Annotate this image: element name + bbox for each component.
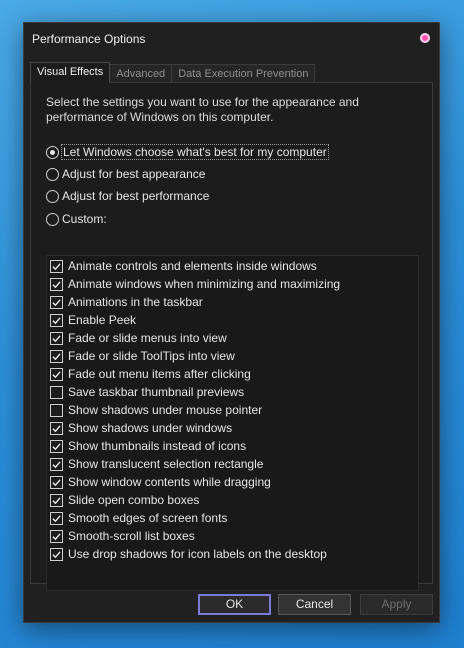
radio-label: Adjust for best performance: [62, 189, 210, 203]
checkbox-checked[interactable]: [50, 332, 63, 345]
close-icon[interactable]: [420, 33, 430, 43]
radio-label: Let Windows choose what's best for my computer: [63, 145, 327, 159]
checkmark-icon: [52, 478, 61, 487]
tab-visual-effects[interactable]: Visual Effects: [30, 62, 110, 83]
option-item[interactable]: [50, 293, 203, 311]
option-item[interactable]: [50, 275, 340, 293]
checkmark-icon: [52, 496, 61, 505]
checkmark-icon: [52, 532, 61, 541]
radio-label: Custom:: [62, 212, 107, 226]
radio-best-appearance[interactable]: [46, 165, 205, 183]
checkmark-icon: [52, 298, 61, 307]
checkbox-checked[interactable]: [50, 260, 63, 273]
cancel-button[interactable]: Cancel: [278, 594, 351, 615]
checkmark-icon: [52, 316, 61, 325]
checkbox-checked[interactable]: [50, 476, 63, 489]
radio-button[interactable]: [46, 213, 59, 226]
checkmark-icon: [52, 280, 61, 289]
radio-button[interactable]: [46, 168, 59, 181]
option-item[interactable]: [50, 257, 317, 275]
option-item[interactable]: [50, 491, 199, 509]
option-label: Smooth-scroll list boxes: [68, 529, 195, 543]
radio-label: Adjust for best appearance: [62, 167, 206, 181]
option-label: Show translucent selection rectangle: [68, 457, 264, 471]
option-item[interactable]: [50, 437, 246, 455]
radio-button[interactable]: [46, 146, 59, 159]
radio-best-performance[interactable]: [46, 187, 209, 205]
radio-button[interactable]: [46, 190, 59, 203]
option-item[interactable]: [50, 347, 235, 365]
option-label: Animations in the taskbar: [68, 295, 203, 309]
checkmark-icon: [52, 262, 61, 271]
ok-button[interactable]: OK: [198, 594, 271, 615]
checkbox-checked[interactable]: [50, 494, 63, 507]
tab-advanced[interactable]: Advanced: [109, 64, 172, 83]
checkmark-icon: [52, 514, 61, 523]
option-item[interactable]: [50, 311, 136, 329]
option-label: Show window contents while dragging: [68, 475, 271, 489]
description-text: Select the settings you want to use for the appearance and performance of Windows on this computer.: [46, 95, 359, 124]
option-label: Show shadows under mouse pointer: [68, 403, 263, 417]
visual-effects-panel: [30, 82, 433, 584]
checkbox-checked[interactable]: [50, 296, 63, 309]
checkmark-icon: [52, 334, 61, 343]
checkmark-icon: [52, 460, 61, 469]
title-bar[interactable]: [24, 23, 439, 55]
radio-let-windows-choose[interactable]: [46, 143, 328, 161]
option-label: Smooth edges of screen fonts: [68, 511, 228, 525]
tab-strip: [30, 63, 314, 83]
checkbox-checked[interactable]: [50, 368, 63, 381]
option-item[interactable]: [50, 545, 327, 563]
option-label: Animate windows when minimizing and maximizing: [68, 277, 341, 291]
checkmark-icon: [52, 370, 61, 379]
option-label: Fade or slide ToolTips into view: [68, 349, 235, 363]
checkbox-checked[interactable]: [50, 440, 63, 453]
window-title: Performance Options: [32, 32, 146, 46]
checkbox-checked[interactable]: [50, 314, 63, 327]
option-item[interactable]: [50, 401, 262, 419]
option-label: Animate controls and elements inside windows: [68, 259, 317, 273]
checkbox-checked[interactable]: [50, 278, 63, 291]
option-item[interactable]: [50, 329, 227, 347]
radio-custom[interactable]: [46, 210, 107, 228]
checkbox-checked[interactable]: [50, 512, 63, 525]
checkbox-unchecked[interactable]: [50, 404, 63, 417]
checkbox-unchecked[interactable]: [50, 386, 63, 399]
performance-options-dialog: [23, 22, 440, 623]
option-label: Show thumbnails instead of icons: [68, 439, 247, 453]
option-item[interactable]: [50, 419, 232, 437]
checkbox-checked[interactable]: [50, 422, 63, 435]
checkmark-icon: [52, 424, 61, 433]
option-item[interactable]: [50, 383, 244, 401]
option-label: Fade or slide menus into view: [68, 331, 227, 345]
option-item[interactable]: [50, 527, 195, 545]
option-label: Enable Peek: [68, 313, 137, 327]
apply-button[interactable]: Apply: [360, 594, 433, 615]
checkmark-icon: [52, 442, 61, 451]
checkbox-checked[interactable]: [50, 350, 63, 363]
checkmark-icon: [52, 550, 61, 559]
option-item[interactable]: [50, 473, 271, 491]
option-label: Use drop shadows for icon labels on the desktop: [68, 547, 327, 561]
checkbox-checked[interactable]: [50, 548, 63, 561]
option-label: Show shadows under windows: [68, 421, 233, 435]
option-item[interactable]: [50, 365, 251, 383]
checkbox-checked[interactable]: [50, 530, 63, 543]
checkbox-checked[interactable]: [50, 458, 63, 471]
option-label: Save taskbar thumbnail previews: [68, 385, 245, 399]
option-label: Fade out menu items after clicking: [68, 367, 251, 381]
visual-effects-list[interactable]: [46, 255, 419, 591]
option-item[interactable]: [50, 455, 263, 473]
tab-data-execution-prevention[interactable]: Data Execution Prevention: [171, 64, 315, 83]
checkmark-icon: [52, 352, 61, 361]
option-item[interactable]: [50, 509, 227, 527]
option-label: Slide open combo boxes: [68, 493, 200, 507]
